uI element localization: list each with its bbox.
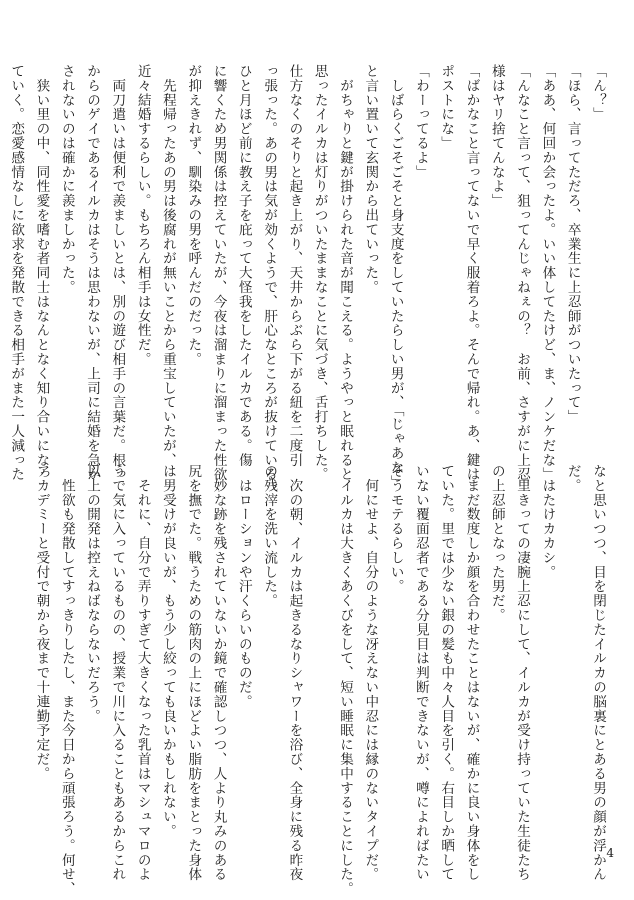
text-line: ポストにな」 [438, 64, 455, 151]
text-line: そうモテるらしい。 [387, 464, 404, 594]
text-line: いない覆面忍者である分見目は判断できないが、噂によればたい [412, 464, 429, 882]
text-line: 里きっての凄腕上忍にして、イルカが受け持っていた生徒たち [514, 464, 531, 882]
text-line: だ。 [564, 464, 581, 493]
text-line: アカデミーと受付で朝から夜まで十連勤予定だ。 [33, 464, 50, 781]
text-line: 「ん？」 [590, 64, 606, 122]
text-line: の上忍師となった男だ。 [488, 464, 505, 623]
text-line: 仕方なくのそりと起き上がり、天井からぶら下がる紐を二度引 [286, 64, 303, 468]
text-line: 何にせよ、自分のような冴えない中忍には縁のないタイプだ。 [362, 464, 379, 882]
text-line: ていく。恋愛感情なしに欲求を発散できる相手がまた一人減った [8, 64, 25, 482]
text-line: 次の朝、イルカは起きるなりシャワーを浴び、全身に残る昨夜 [286, 464, 303, 882]
text-line: 尻を撫でた。戦うための筋肉の上にほどよい脂肪をまとった身体 [185, 464, 202, 882]
page-number: 4 [606, 846, 614, 860]
text-line: の残滓を洗い流した。 [261, 464, 278, 608]
text-line: はローションや汗くらいのものだ。 [235, 464, 252, 709]
text-line: 近々結婚するらしい。もちろん相手は女性だ。 [134, 64, 151, 367]
text-line: 性欲も発散してすっきりしたし、また今日から頑張ろう。何せ、 [58, 464, 75, 896]
text-line: 両刀遣いは便利で羨ましいとは、別の遊び相手の言葉だ。根っ [109, 64, 126, 482]
text-line: まだ数度しか顔を合わせたことはないが、確かに良い身体をし [463, 464, 480, 882]
text-line: ていた。里では少ない銀の髪も中々人目を引く。右目しか晒して [438, 464, 455, 882]
text-line: 様はヤリ捨てんなよ」 [488, 64, 505, 208]
text-line: ひと月ほど前に教え子を庇って大怪我をしたイルカである。傷 [235, 64, 252, 468]
text-line: っ張った。あの男は気が効くようで、肝心なところが抜けている。 [261, 64, 278, 496]
text-line: からのゲイであるイルカはそうは思わないが、上司に結婚を急か [84, 64, 101, 482]
text-line: と言い置いて玄関から出ていった。 [362, 64, 379, 295]
text-line: 「ほら、言ってただろ、卒業生に上忍師がついたって」 [564, 64, 581, 424]
text-line: 先程帰ったあの男は後腐れが無いことから重宝していたが、 [159, 64, 176, 468]
text-line: 以上の開発は控えねばならないだろう。 [84, 464, 101, 724]
text-line: がちゃりと鍵が掛けられた音が聞こえる。ようやっと眠れると [337, 64, 354, 482]
text-line: 「ああ、何回か会ったよ。いい体してたけど、ま、ノンケだな」 [539, 64, 556, 482]
text-line: 思ったイルカは灯りがついたままなことに気づき、舌打ちした。 [311, 64, 328, 482]
text-line: 妙な跡を残されていないか鏡で確認しつつ、人より丸みのある [210, 464, 227, 882]
text-line: されないのは確かに羨ましかった。 [58, 64, 75, 295]
text-line: 「わーってるよ」 [412, 64, 429, 180]
text-line: 狭い里の中、同性愛を嗜む者同士はなんとなく知り合いになっ [33, 64, 50, 482]
text-line: それに、自分で弄りすぎて大きくなった乳首はマシュマロのよ [134, 464, 151, 882]
text-line: 「んなこと言って、狙ってんじゃねぇの？ お前、さすがに上忍 [514, 64, 531, 482]
text-line: イルカは大きくあくびをして、短い睡眠に集中することにした。 [337, 464, 354, 896]
text-line: が抑えきれず、馴染みの男を呼んだのだった。 [185, 64, 202, 367]
text-line: はたけカカシ。 [539, 464, 556, 580]
text-line: 「ばかなこと言ってないで早く服着ろよ。そんで帰れ。あ、鍵は [463, 64, 480, 482]
text-line: なと思いつつ、目を閉じたイルカの脳裏にとある男の顔が浮かん [590, 464, 606, 882]
text-line: しばらくごそごそと身支度をしていたらしい男が、「じゃあな」 [387, 64, 404, 490]
text-block-upper [3, 64, 610, 496]
text-line: は男受けが良いが、もう少し絞っても良いかもしれない。 [159, 464, 176, 839]
text-line: うで気に入っているものの、授業で川に入ることもあるからこれ [109, 464, 126, 882]
text-line: に響くため男関係は控えていたが、今夜は溜まりに溜まった性欲 [210, 64, 227, 482]
text-line [306, 464, 331, 844]
text-block-lower [28, 464, 610, 896]
